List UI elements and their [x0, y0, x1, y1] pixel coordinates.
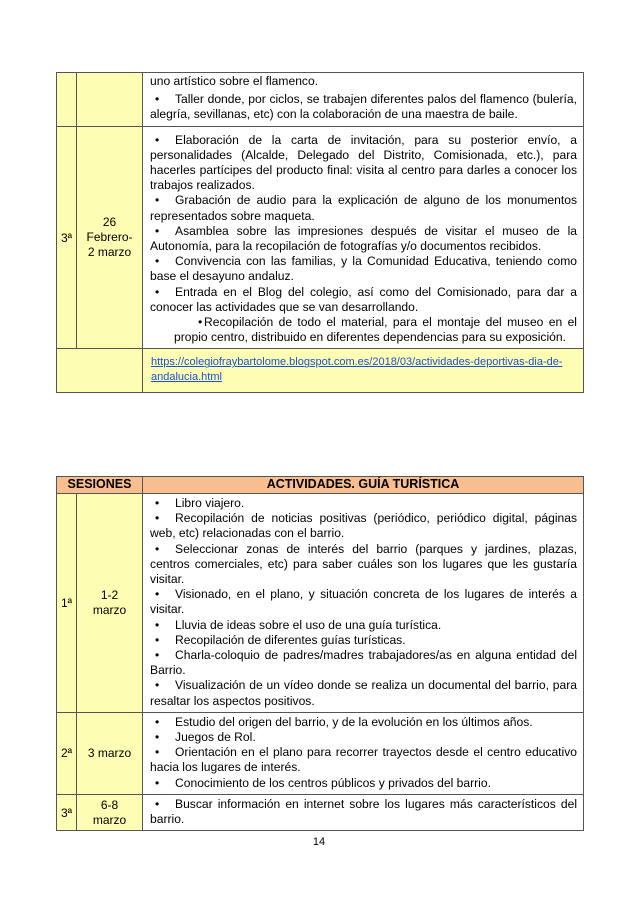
- list-item: • Estudio del origen del barrio, y de la evolución en los últimos años.: [150, 715, 577, 730]
- table-row: [57, 349, 584, 393]
- bullet-icon: •: [155, 132, 160, 147]
- list-item: • Conocimiento de los centros públicos y privados del barrio.: [150, 776, 577, 791]
- session-cell: [57, 73, 77, 127]
- list-item: • Visionado, en el plano, y situación concreta de los lugares de interés a visitar.: [150, 587, 578, 617]
- bullet-icon: •: [155, 496, 160, 510]
- list-item: • Entrada en el Blog del colegio, así como del Comisionado, para dar a conocer las actividades que se van desarrollando.: [150, 284, 577, 314]
- bullet-icon: •: [155, 617, 160, 632]
- bullet-icon: •: [155, 511, 160, 526]
- activities-cell: [143, 126, 584, 349]
- table-row: [57, 794, 584, 830]
- header-activities: ACTIVIDADES. GUÍA TURÍSTICA: [143, 477, 584, 494]
- bullet-icon: •: [155, 745, 160, 760]
- bullet-icon: •: [155, 775, 160, 790]
- bullet-icon: •: [155, 730, 160, 745]
- list-item: • Lluvia de ideas sobre el uso de una guía turística.: [150, 618, 577, 633]
- list-item: • Grabación de audio para la explicación de alguno de los monumentos representados sobre maqueta.: [150, 193, 577, 223]
- list-item: • Orientación en el plano para recorrer trayectos desde el centro educativo hacia los lugares de interés.: [150, 745, 578, 775]
- table-header-row: [57, 477, 584, 494]
- list-item: • Visualización de un vídeo donde se realiza un documental del barrio, para resaltar los aspectos positivos.: [150, 678, 578, 708]
- table-row: [57, 73, 584, 127]
- date-cell: 3 marzo: [77, 712, 143, 794]
- activities-cell: [143, 712, 584, 794]
- session-cell: 2ª: [57, 712, 77, 794]
- date-cell: [77, 73, 143, 127]
- session-cell: 1ª: [57, 494, 77, 713]
- table-row: [57, 712, 584, 794]
- table-row: [57, 126, 584, 349]
- list-item: • Seleccionar zonas de interés del barrio (parques y jardines, plazas, centros comerciales, etc) para saber cuáles son los lugares que les gustaría visitar.: [150, 541, 578, 587]
- date-cell: 26 Febrero- 2 marzo: [77, 126, 143, 349]
- list-item: • Recopilación de diferentes guías turísticas.: [150, 633, 577, 648]
- bullet-icon: •: [198, 315, 203, 330]
- bullet-icon: •: [155, 284, 160, 299]
- list-item: • Buscar información en internet sobre los lugares más característicos del barrio.: [150, 796, 578, 827]
- bullet-icon: •: [155, 193, 160, 208]
- bullet-icon: •: [155, 714, 160, 729]
- activities-table-continued: [56, 72, 584, 393]
- bullet-icon: •: [155, 541, 160, 556]
- session-cell: 3ª: [57, 126, 77, 349]
- list-item: • Recopilación de todo el material, para el montaje del museo en el propio centro, distribuido en diferentes dependencias para su exposición.: [174, 315, 577, 345]
- activities-cell: [143, 494, 584, 713]
- list-item: • Recopilación de noticias positivas (periódico, periódico digital, páginas web, etc) relacionadas con el barrio.: [150, 511, 578, 541]
- list-item: • Asamblea sobre las impresiones después de visitar el museo de la Autonomía, para la recopilación de fotografías y/o documentos recibidos.: [150, 223, 577, 254]
- table-row: [57, 494, 584, 713]
- date-cell: 1-2 marzo: [77, 494, 143, 713]
- list-item: • Convivencia con las familias, y la Comunidad Educativa, teniendo como base el desayuno andaluz.: [150, 254, 577, 284]
- empty-cell: [57, 349, 143, 393]
- blog-link[interactable]: https://colegiofraybartolome.blogspot.com.es/2018/03/actividades-deportivas-dia-de-andalucia.html: [143, 349, 584, 393]
- bullet-icon: •: [155, 796, 160, 811]
- activities-cell: [143, 73, 584, 127]
- bullet-icon: •: [155, 678, 160, 693]
- guia-turistica-table: [56, 476, 584, 831]
- bullet-icon: •: [155, 254, 160, 269]
- activities-cell: [143, 794, 584, 830]
- list-item: • Charla-coloquio de padres/madres trabajadores/as en alguna entidad del Barrio.: [150, 648, 578, 678]
- date-cell: 6-8 marzo: [77, 794, 143, 830]
- bullet-icon: •: [155, 587, 160, 602]
- bullet-icon: •: [155, 223, 160, 238]
- session-cell: 3ª: [57, 794, 77, 830]
- list-item: uno artístico sobre el flamenco.: [150, 74, 319, 88]
- bullet-icon: •: [155, 632, 160, 647]
- list-item: • Taller donde, por ciclos, se trabajen diferentes palos del flamenco (bulería, alegría, sevillanas, etc) con la colaboración de una maestra de baile.: [150, 92, 577, 122]
- header-sessions: SESIONES: [57, 477, 143, 494]
- bullet-icon: •: [155, 92, 160, 107]
- page-number: 14: [312, 836, 326, 848]
- list-item: • Libro viajero.: [150, 496, 577, 511]
- list-item: • Juegos de Rol.: [150, 730, 577, 745]
- bullet-icon: •: [155, 648, 160, 663]
- list-item: • Elaboración de la carta de invitación, para su posterior envío, a personalidades (Alcalde, Delegado del Distrito, Comisionada, etc.), para hacerles partícipes del producto final: visita al centro para darles a conocer los trabajos realizados.: [150, 132, 577, 193]
